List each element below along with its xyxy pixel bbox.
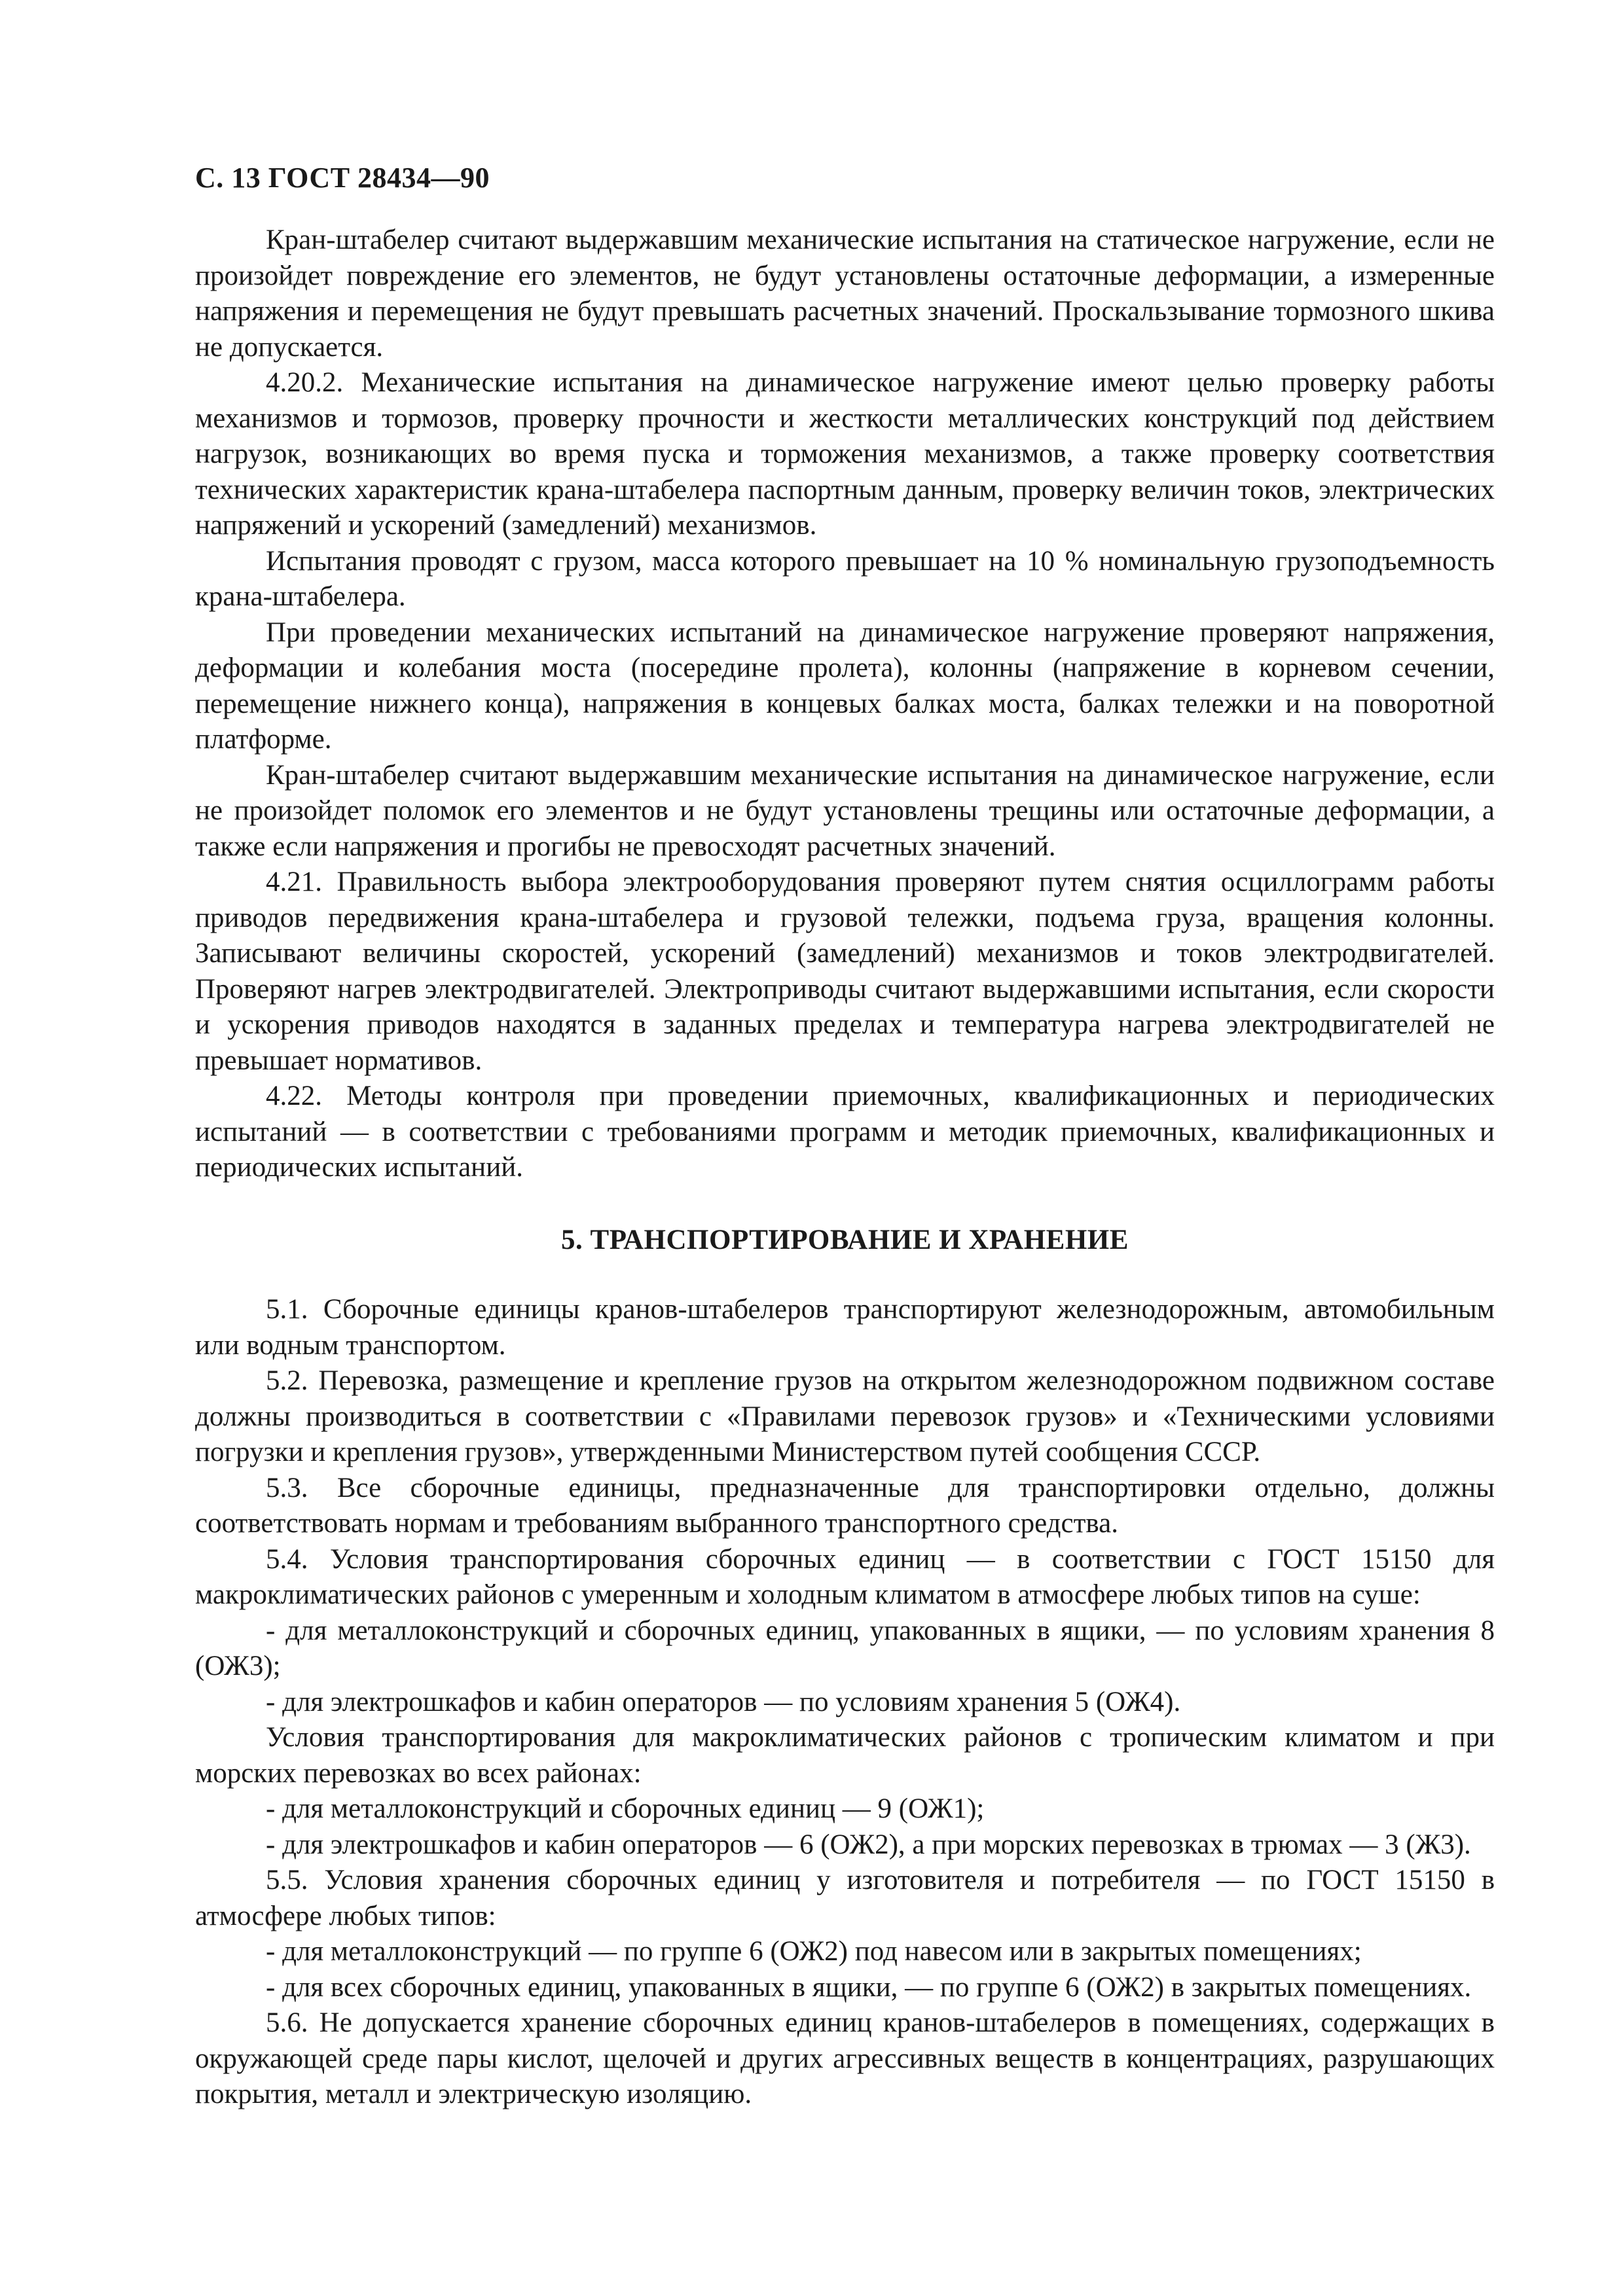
- list-item: - для электрошкафов и кабин операторов — 6 (ОЖ2), а при морских перевозках в трюмах — 3 (Ж3).: [266, 1829, 1471, 1860]
- paragraph: 5.6. Не допускается хранение сборочных единиц кранов-штабелеров в помещениях, содержащих в окружающей среде пары кислот, щелочей и других агрессивных веществ в концентрациях, разрушающих покрытия, металл и электрическую изоляцию.: [195, 2007, 1495, 2109]
- paragraph: 5.1. Сборочные единицы кранов-штабелеров транспортируют железнодорожным, автомобильным или водным транспортом.: [195, 1294, 1495, 1361]
- paragraph: 5.2. Перевозка, размещение и крепление грузов на открытом железнодорожном подвижном составе должны производиться в соответствии с «Правилами перевозок грузов» и «Техническими условиями погрузки и крепления грузов», утвержденными Министерством путей сообщения СССР.: [195, 1365, 1495, 1467]
- paragraph: Кран-штабелер считают выдержавшим механические испытания на статическое нагружение, если не произойдет повреждение его элементов, не будут установлены остаточные деформации, а измеренные напряжения и перемещения не будут превышать расчетных значений. Проскальзывание тормозного шкива не допускается.: [195, 224, 1495, 363]
- list-item: - для металлоконструкций — по группе 6 (ОЖ2) под навесом или в закрытых помещениях;: [266, 1936, 1362, 1967]
- paragraph: Испытания проводят с грузом, масса которого превышает на 10 % номинальную грузоподъемность крана-штабелера.: [195, 545, 1495, 612]
- paragraph: 5.5. Условия хранения сборочных единиц у изготовителя и потребителя — по ГОСТ 15150 в атмосфере любых типов:: [195, 1865, 1495, 1931]
- list-item: - для всех сборочных единиц, упакованных в ящики, — по группе 6 (ОЖ2) в закрытых помещениях.: [266, 1971, 1472, 2003]
- paragraph: 4.20.2. Механические испытания на динамическое нагружение имеют целью проверку работы механизмов и тормозов, проверку прочности и жесткости металлических конструкций под действием нагрузок, возникающих во время пуска и торможения механизмов, а также проверку соответствия технических характеристик крана-штабелера паспортным данным, проверку величин токов, электрических напряжений и ускорений (замедлений) механизмов.: [195, 367, 1495, 541]
- paragraph: При проведении механических испытаний на динамическое нагружение проверяют напряжения, деформации и колебания моста (посередине пролета), колонны (напряжение в корневом сечении, перемещение нижнего конца), напряжения в концевых балках моста, балках тележки и на поворотной платформе.: [195, 617, 1495, 755]
- paragraph: 4.21. Правильность выбора электрооборудования проверяют путем снятия осциллограмм работы приводов передвижения крана-штабелера и грузовой тележки, подъема груза, вращения колонны. Записывают величины скоростей, ускорений (замедлений) механизмов и токов электродвигателей. Проверяют нагрев электродвигателей. Электроприводы считают выдержавшими испытания, если скорости и ускорения приводов находятся в заданных пределах и температура нагрева электродвигателей не превышает нормативов.: [195, 867, 1495, 1076]
- paragraph: Условия транспортирования для макроклиматических районов с тропическим климатом и при морских перевозках во всех районах:: [195, 1722, 1495, 1789]
- paragraph: 5.3. Все сборочные единицы, предназначенные для транспортировки отдельно, должны соответствовать нормам и требованиям выбранного транспортного средства.: [195, 1472, 1495, 1539]
- list-item: - для металлоконструкций и сборочных единиц — 9 (ОЖ1);: [266, 1793, 985, 1824]
- page-content: [195, 223, 1495, 2113]
- paragraph: 5.4. Условия транспортирования сборочных единиц — в соответствии с ГОСТ 15150 для макроклиматических районов с умеренным и холодным климатом в атмосфере любых типов на суше:: [195, 1543, 1495, 1610]
- section-title: 5. ТРАНСПОРТИРОВАНИЕ И ХРАНЕНИЕ: [561, 1224, 1129, 1255]
- list-item: - для электрошкафов и кабин операторов — по условиям хранения 5 (ОЖ4).: [266, 1686, 1181, 1717]
- page-header: С. 13 ГОСТ 28434—90: [195, 162, 490, 194]
- list-item: - для металлоконструкций и сборочных единиц, упакованных в ящики, — по условиям хранения 8 (ОЖ3);: [195, 1615, 1495, 1681]
- paragraph: Кран-штабелер считают выдержавшим механические испытания на динамическое нагружение, если не произойдет поломок его элементов и не будут установлены трещины или остаточные деформации, а также если напряжения и прогибы не превосходят расчетных значений.: [195, 759, 1495, 862]
- paragraph: 4.22. Методы контроля при проведении приемочных, квалификационных и периодических испытаний — в соответствии с требованиями программ и методик приемочных, квалификационных и периодических испытаний.: [195, 1081, 1495, 1183]
